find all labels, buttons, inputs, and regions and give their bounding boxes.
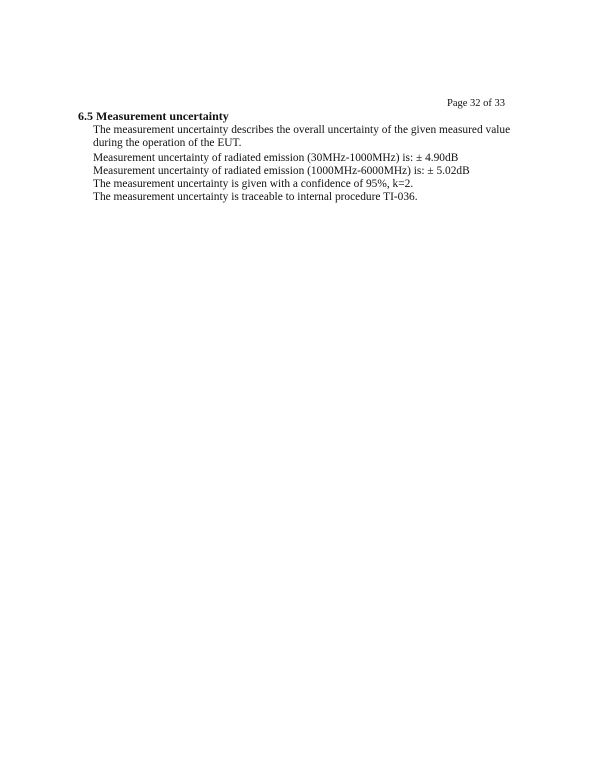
body-line-2: during the operation of the EUT. (93, 137, 242, 149)
body-line-1: The measurement uncertainty describes the overall uncertainty of the given measured value (93, 124, 511, 136)
body-line-3: Measurement uncertainty of radiated emission (30MHz-1000MHz) is: ± 4.90dB (93, 152, 459, 164)
section-heading: 6.5 Measurement uncertainty (78, 109, 229, 123)
page-number: Page 32 of 33 (447, 98, 506, 109)
body-line-4: Measurement uncertainty of radiated emission (1000MHz-6000MHz) is: ± 5.02dB (93, 165, 470, 177)
body-line-5: The measurement uncertainty is given with a confidence of 95%, k=2. (93, 178, 414, 190)
body-line-6: The measurement uncertainty is traceable to internal procedure TI-036. (93, 191, 418, 203)
